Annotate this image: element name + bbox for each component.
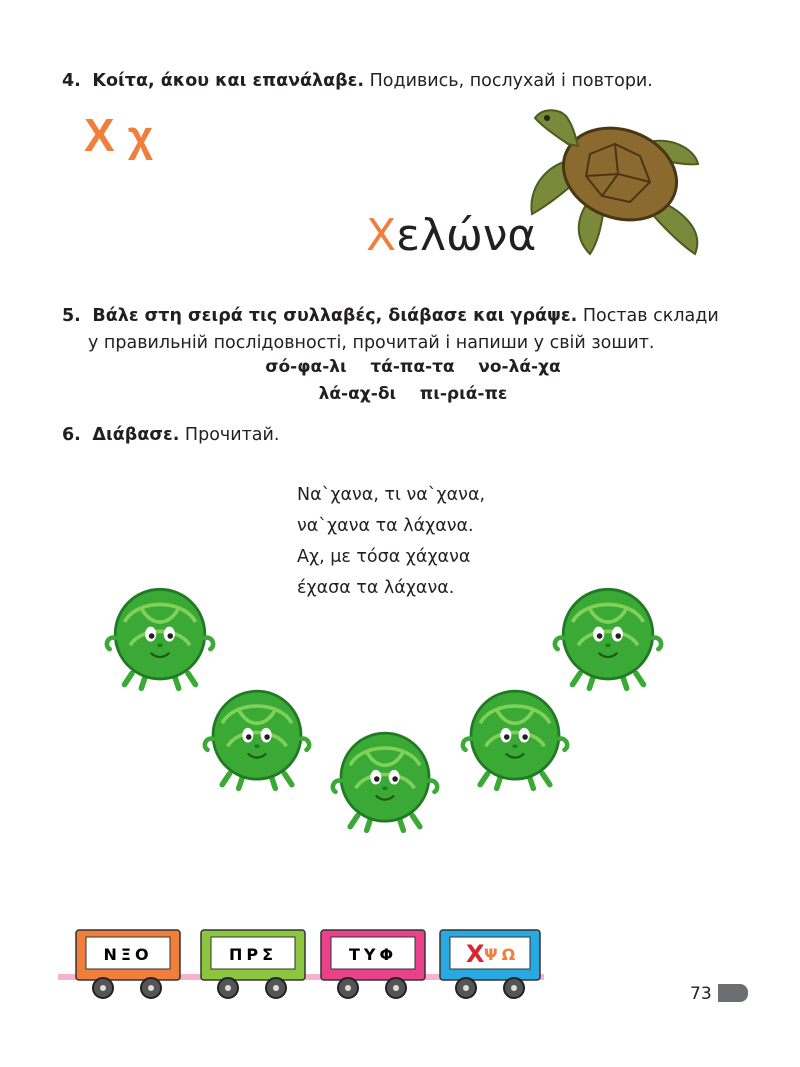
task-instruction-greek: Βάλε στη σειρά τις συλλαβές, διάβασε και γράψε. <box>92 306 578 326</box>
task-instruction-ukrainian-line2: у правильній послідовності, прочитай і напиши у свій зошит. <box>88 333 655 353</box>
task-5 <box>62 303 742 357</box>
task-instruction-greek: Διάβασε. <box>92 425 180 445</box>
wagon-2 <box>201 930 305 998</box>
task-instruction-ukrainian: Подивись, послухай і повтори. <box>364 71 653 91</box>
lower-letter: χ <box>127 112 155 161</box>
cabbage-character <box>460 682 570 792</box>
syllables-line-2: λά-αχ-δι πι-ριά-πε <box>318 384 508 404</box>
poem-line: Να`χανα, τι να`χανα, <box>297 485 486 505</box>
turtle-illustration <box>520 104 705 262</box>
task-instruction-greek: Κοίτα, άκου και επανάλαβε. <box>92 71 365 91</box>
cabbage-character <box>330 724 440 834</box>
alphabet-train <box>58 922 548 1004</box>
wagon-highlight-letter: Χ <box>466 940 485 968</box>
poem-line: Αχ, με τόσα χάχανα <box>297 547 471 567</box>
task-instruction-ukrainian: Прочитай. <box>179 425 280 445</box>
cabbage-character <box>104 580 216 692</box>
task-4 <box>62 68 653 95</box>
task-instruction-ukrainian: Постав склади <box>577 306 719 326</box>
task-number: 6. <box>62 425 81 445</box>
upper-letter: Χ <box>84 109 116 161</box>
cabbage-character <box>552 580 664 692</box>
word-rest: ελώνα <box>396 210 537 261</box>
poem <box>297 480 485 604</box>
cabbage-character <box>202 682 312 792</box>
word-first-letter: Χ <box>366 210 397 261</box>
wagon-label: ΠΡΣ <box>228 945 278 964</box>
wagon-label: ΝΞΟ <box>103 945 153 964</box>
poem-line: έχασα τα λάχανα. <box>297 578 455 598</box>
wagon-1 <box>76 930 180 998</box>
syllables-line-1: σό-φα-λι τά-πα-τα νο-λά-χα <box>265 357 561 377</box>
wagon-4 <box>440 930 540 998</box>
wagon-label: ΤΥΦ <box>348 945 398 964</box>
task-6 <box>62 422 279 449</box>
page-number: 73 <box>690 984 712 1004</box>
task-number: 4. <box>62 71 81 91</box>
task-number: 5. <box>62 306 81 326</box>
word-turtle <box>366 210 536 261</box>
wagon-3 <box>321 930 425 998</box>
poem-line: να`χανα τα λάχανα. <box>297 516 474 536</box>
page-tab <box>718 984 748 1002</box>
wagon-label: ΨΩ <box>484 945 520 964</box>
letter-pair <box>84 108 154 162</box>
